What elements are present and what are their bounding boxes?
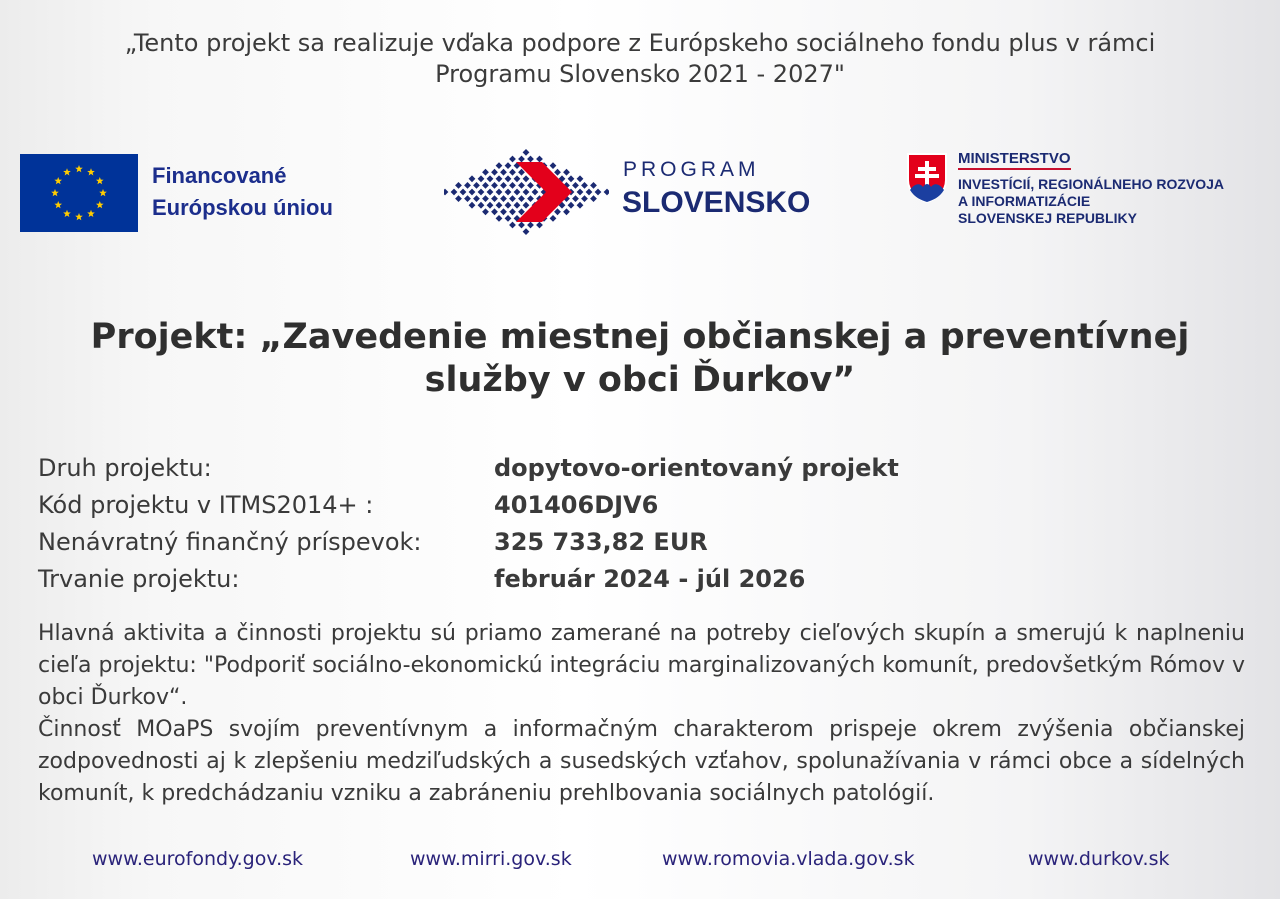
info-label: Nenávratný finančný príspevok: <box>38 528 422 556</box>
eu-flag-icon <box>20 154 138 232</box>
ministry-line-1: INVESTÍCIÍ, REGIONÁLNEHO ROZVOJA <box>958 176 1225 192</box>
info-value: 325 733,82 EUR <box>494 528 708 556</box>
project-description <box>38 618 1245 810</box>
info-label: Druh projektu: <box>38 454 212 482</box>
intro-line-2: Programu Slovensko 2021 - 2027" <box>435 60 845 88</box>
program-label: PROGRAM <box>623 158 760 181</box>
intro-text <box>0 28 1280 90</box>
info-label: Trvanie projektu: <box>38 565 240 593</box>
description-paragraph-1: Hlavná aktivita a činnosti projektu sú priamo zamerané na potreby cieľových skupín a smerujú k naplneniu cieľa projektu: "Podporiť sociálno-ekonomickú integráciu marginalizovaných komunít, predovšetkým Rómov v obci Ďurkov“. <box>38 621 1245 710</box>
project-title-line-1: Projekt: „Zavedenie miestnej občianskej a preventívnej <box>90 317 1190 357</box>
eu-label-line-1: Financované <box>152 163 287 188</box>
slovensko-label: SLOVENSKO <box>622 186 811 219</box>
ministry-line-2: A INFORMATIZÁCIE <box>958 193 1091 209</box>
intro-line-1: „Tento projekt sa realizuje vďaka podpore z Európskeho sociálneho fondu plus v rámci <box>124 29 1156 57</box>
info-value: február 2024 - júl 2026 <box>494 565 806 593</box>
info-value: 401406DJV6 <box>494 491 659 519</box>
footer-links <box>0 848 1280 878</box>
info-label: Kód projektu v ITMS2014+ : <box>38 491 374 519</box>
program-slovensko-logo-icon <box>444 148 609 236</box>
info-value: dopytovo-orientovaný projekt <box>494 454 899 482</box>
eu-funding-label <box>152 160 333 224</box>
logo-row <box>0 148 1280 243</box>
ministry-title: MINISTERSTVO <box>958 150 1071 170</box>
ministry-name <box>958 176 1224 227</box>
link-romovia[interactable]: www.romovia.vlada.gov.sk <box>662 848 915 870</box>
project-title <box>0 316 1280 402</box>
slovak-coat-of-arms-icon <box>906 152 948 204</box>
ministry-line-3: SLOVENSKEJ REPUBLIKY <box>958 210 1137 226</box>
link-durkov[interactable]: www.durkov.sk <box>1028 848 1170 870</box>
eu-label-line-2: Európskou úniou <box>152 195 333 220</box>
link-eurofondy[interactable]: www.eurofondy.gov.sk <box>92 848 304 870</box>
project-title-line-2: služby v obci Ďurkov” <box>424 360 856 400</box>
description-paragraph-2: Činnosť MOaPS svojím preventívnym a informačným charakterom prispeje okrem zvýšenia občianskej zodpovednosti aj k zlepšeniu medziľudských a susedských vzťahov, spolunažívania v rámci obce a sídelných komunít, k predchádzaniu vzniku a zabráneniu prehlbovania sociálnych patológií. <box>38 717 1245 806</box>
link-mirri[interactable]: www.mirri.gov.sk <box>410 848 572 870</box>
